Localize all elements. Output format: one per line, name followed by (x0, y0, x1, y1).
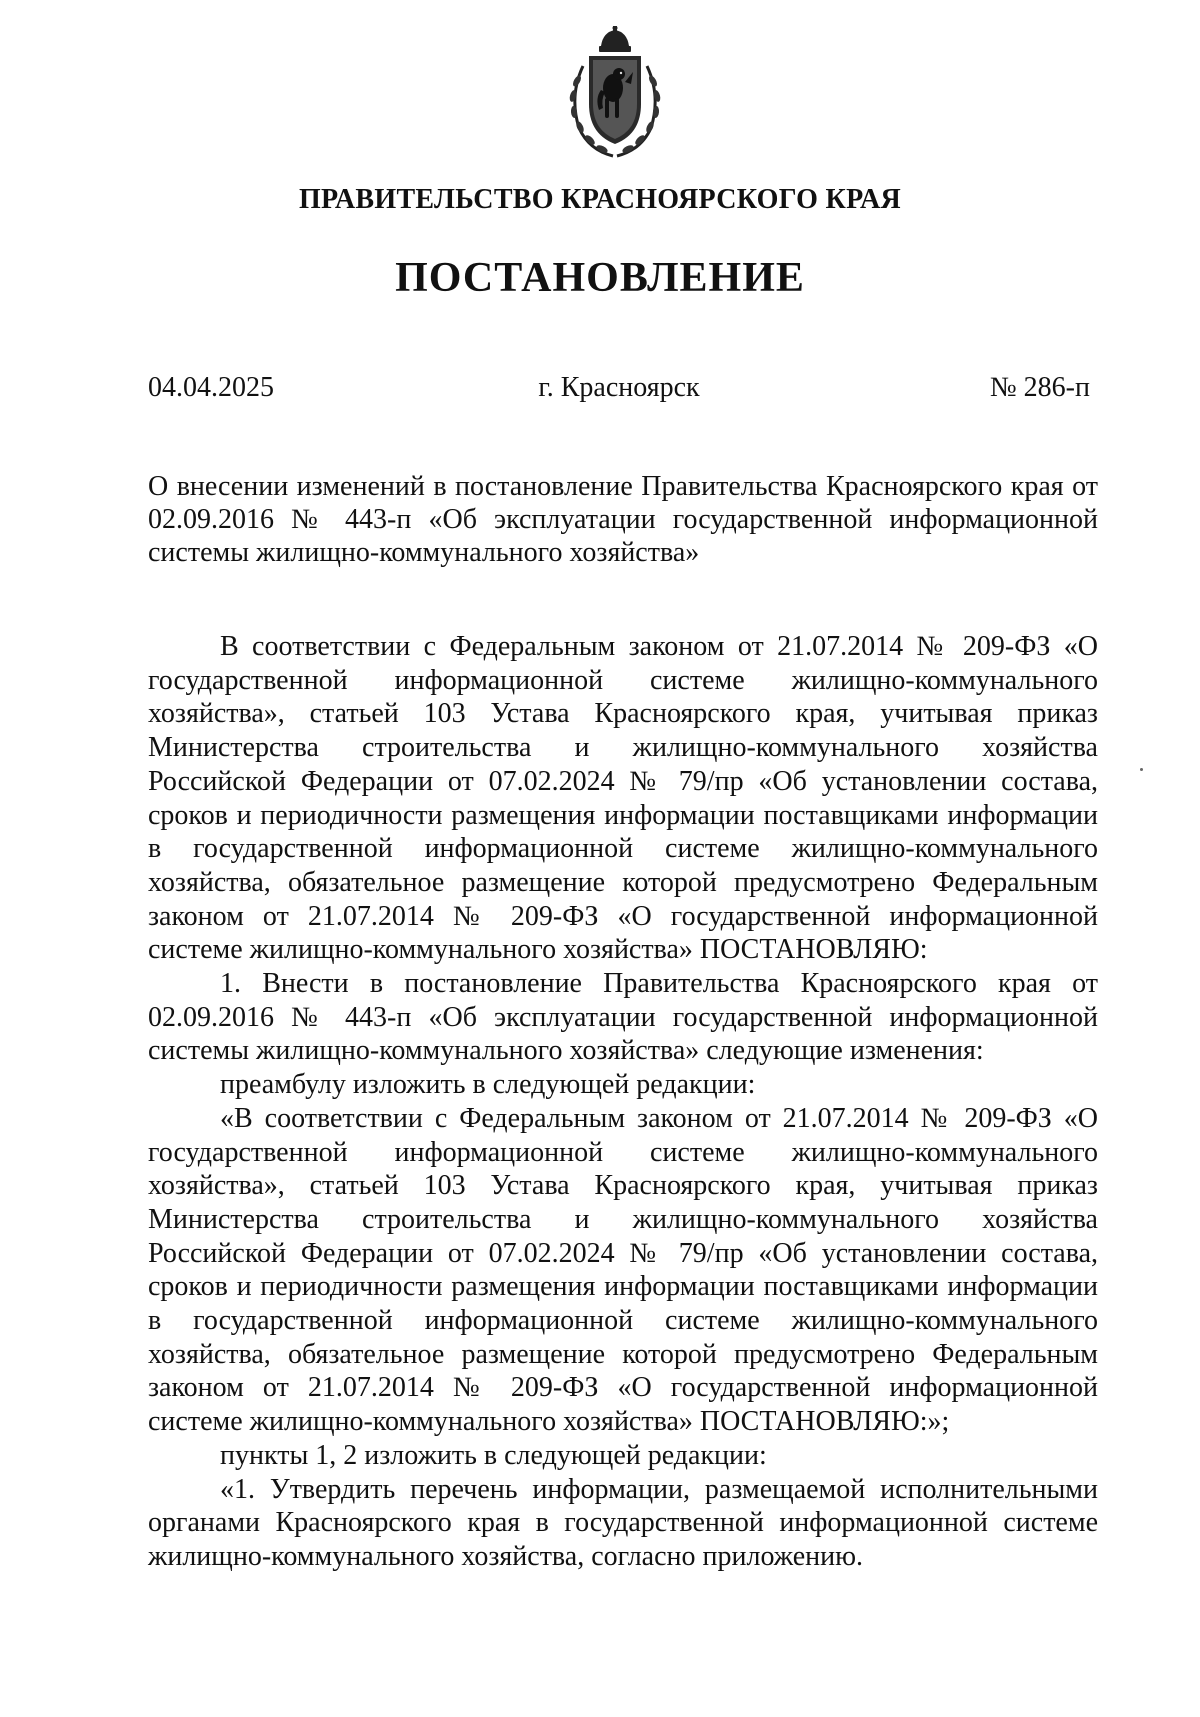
organization-name: ПРАВИТЕЛЬСТВО КРАСНОЯРСКОГО КРАЯ (298, 184, 902, 215)
body-paragraph: В соответствии с Федеральным законом от 21.07.2014 № 209-ФЗ «О государственной информационной системе жилищно-коммунального хозяйства», статьей 103 Устава Красноярского края, учитывая приказ Министерства строительства и жилищно-коммунального хозяйства Российской Федерации от 07.02.2024 № 79/пр «Об установлении состава, сроков и периодичности размещения информации поставщиками информации в государственной информационной системе жилищно-коммунального хозяйства, обязательное размещение которой предусмотрено Федеральным законом от 21.07.2014 № 209-ФЗ «О государственной информационной системе жилищно-коммунального хозяйства» ПОСТАНОВЛЯЮ: (148, 631, 1098, 966)
body-paragraph: «1. Утвердить перечень информации, размещаемой исполнительными органами Красноярского края в государственной информационной системе жилищно-коммунального хозяйства, согласно приложению. (148, 1473, 1098, 1572)
document-city: г. Красноярск (538, 372, 700, 403)
document-title: О внесении изменений в постановление Правительства Красноярского края от 02.09.2016 № 443-п «Об эксплуатации государственной информационной системы жилищно-коммунального хозяйства» (148, 471, 1098, 568)
scan-speck (1140, 768, 1143, 771)
body-paragraph: пункты 1, 2 изложить в следующей редакции: (220, 1439, 767, 1471)
document-type: ПОСТАНОВЛЕНИЕ (395, 255, 805, 301)
coat-of-arms-emblem (555, 26, 675, 162)
document-meta-row (148, 372, 1090, 412)
document-number: № 286-п (989, 372, 1090, 403)
document-date: 04.04.2025 (148, 372, 274, 403)
body-paragraph: «В соответствии с Федеральным законом от 21.07.2014 № 209-ФЗ «О государственной информационной системе жилищно-коммунального хозяйства», статьей 103 Устава Красноярского края, учитывая приказ Министерства строительства и жилищно-коммунального хозяйства Российской Федерации от 07.02.2024 № 79/пр «Об установлении состава, сроков и периодичности размещения информации поставщиками информации в государственной информационной системе жилищно-коммунального хозяйства, обязательное размещение которой предусмотрено Федеральным законом от 21.07.2014 № 209-ФЗ «О государственной информационной системе жилищно-коммунального хозяйства» ПОСТАНОВЛЯЮ:»; (148, 1102, 1098, 1438)
document-body (148, 630, 1098, 1574)
body-paragraph: преамбулу изложить в следующей редакции: (220, 1069, 756, 1101)
body-paragraph: 1. Внести в постановление Правительства Красноярского края от 02.09.2016 № 443-п «Об эксплуатации государственной информационной системы жилищно-коммунального хозяйства» следующие изменения: (148, 968, 1098, 1067)
